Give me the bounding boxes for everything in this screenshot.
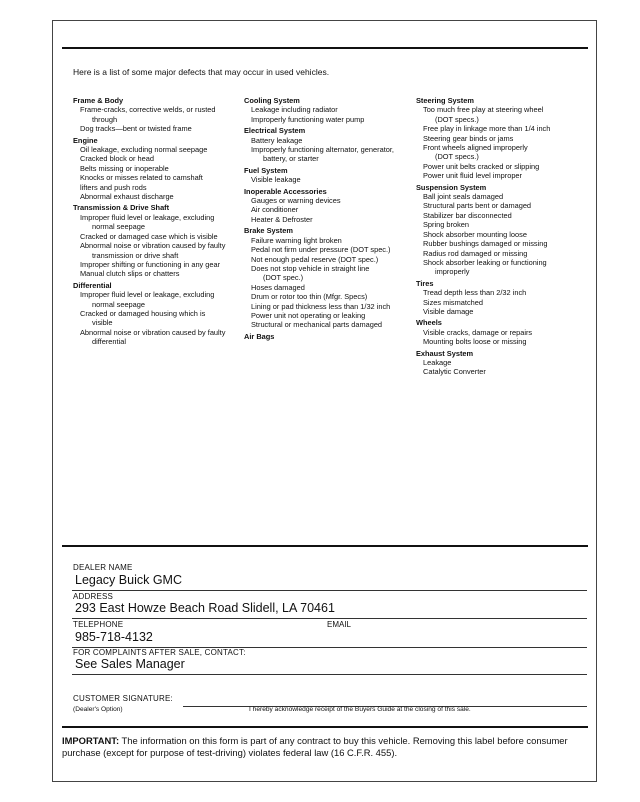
complaints-label: FOR COMPLAINTS AFTER SALE, CONTACT: <box>73 648 246 657</box>
defect-item: Abnormal exhaust discharge <box>80 192 174 202</box>
defect-category: Electrical System <box>244 126 306 136</box>
defect-item: Visible damage <box>423 306 474 316</box>
defect-item: Gauges or warning devices <box>251 196 341 206</box>
defects-column-1 <box>73 96 238 347</box>
defects-column-3 <box>416 96 586 377</box>
defect-item: Free play in linkage more than 1/4 inch <box>423 124 551 134</box>
defect-item: Ball joint seals damaged <box>423 192 504 202</box>
defect-item: Failure warning light broken <box>251 235 342 245</box>
defect-category: Tires <box>416 278 434 288</box>
defect-item: Does not stop vehicle in straight line <box>251 263 370 273</box>
defect-item: Shock absorber leaking or functioning <box>423 257 547 267</box>
defect-item: Dog tracks—bent or twisted frame <box>80 124 192 134</box>
defect-item: Not enough pedal reserve (DOT spec.) <box>251 254 379 264</box>
defect-item: Air conditioner <box>251 205 299 215</box>
defect-category: Differential <box>73 280 112 290</box>
complaints-value[interactable]: See Sales Manager <box>75 657 185 671</box>
top-rule <box>62 47 588 49</box>
defect-category: Brake System <box>244 226 293 236</box>
defect-item: Abnormal noise or vibration caused by faulty <box>80 327 226 337</box>
defect-item: Steering gear binds or jams <box>423 133 514 143</box>
defect-item: Pedal not firm under pressure (DOT spec.) <box>251 245 391 255</box>
defect-item: Improperly functioning alternator, generator, <box>251 145 394 155</box>
defect-category: Cooling System <box>244 96 300 105</box>
defect-item: differential <box>92 337 126 347</box>
defects-column-2 <box>244 96 414 341</box>
acknowledge-text: I hereby acknowledge receipt of the Buyers Guide at the closing of this sale. <box>249 706 471 713</box>
important-text: The information on this form is part of any contract to buy this vehicle. Removing this label before consumer purchase (except for purpose of test-driving) violates federal law (16 C.F.R. 455). <box>62 735 568 758</box>
defect-item: (DOT specs.) <box>435 114 479 124</box>
telephone-value[interactable]: 985-718-4132 <box>75 630 153 644</box>
defect-item: Abnormal noise or vibration caused by faulty <box>80 241 226 251</box>
address-value[interactable]: 293 East Howze Beach Road Slidell, LA 70461 <box>75 601 335 615</box>
defect-item: Structural parts bent or damaged <box>423 201 532 211</box>
defect-item: Rubber bushings damaged or missing <box>423 239 548 249</box>
defect-item: Cracked or damaged case which is visible <box>80 231 218 241</box>
defect-item: through <box>92 114 118 124</box>
intro-text: Here is a list of some major defects that may occur in used vehicles. <box>73 67 330 77</box>
defect-item: Belts missing or inoperable <box>80 163 169 173</box>
defect-item: Improperly functioning water pump <box>251 114 365 124</box>
defect-item: Shock absorber mounting loose <box>423 229 527 239</box>
defect-item: Lining or pad thickness less than 1/32 inch <box>251 301 391 311</box>
dealers-option-text: (Dealer's Option) <box>73 706 123 713</box>
defect-category: Engine <box>73 135 98 145</box>
defect-item: Power unit belts cracked or slipping <box>423 161 540 171</box>
defect-item: Manual clutch slips or chatters <box>80 269 180 279</box>
telephone-label: TELEPHONE <box>73 620 124 629</box>
defect-item: Battery leakage <box>251 135 303 145</box>
defect-item: Improper shifting or functioning in any gear <box>80 259 221 269</box>
defect-item: Improper fluid level or leakage, excluding <box>80 290 215 300</box>
dealer-section-rule <box>62 545 588 547</box>
defect-item: battery, or starter <box>263 154 319 164</box>
defect-item: Drum or rotor too thin (Mfgr. Specs) <box>251 292 368 302</box>
defect-item: Catalytic Converter <box>423 367 486 377</box>
defect-item: Spring broken <box>423 220 470 230</box>
email-label: EMAIL <box>327 620 352 629</box>
customer-signature-label: CUSTOMER SIGNATURE: <box>73 694 173 703</box>
defect-item: Oil leakage, excluding normal seepage <box>80 145 208 155</box>
defect-item: Power unit fluid level improper <box>423 171 522 181</box>
defect-item: transmission or drive shaft <box>92 250 179 260</box>
defect-item: Cracked or damaged housing which is <box>80 308 206 318</box>
defect-category: Air Bags <box>244 331 275 341</box>
defect-category: Fuel System <box>244 165 288 175</box>
defect-item: Tread depth less than 2/32 inch <box>423 288 527 298</box>
important-notice <box>62 735 592 759</box>
important-lead: IMPORTANT: <box>62 735 120 746</box>
defect-category: Exhaust System <box>416 348 474 358</box>
defect-item: Sizes mismatched <box>423 297 483 307</box>
defect-item: Power unit not operating or leaking <box>251 310 366 320</box>
defect-item: Leakage <box>423 357 452 367</box>
important-rule <box>62 726 588 728</box>
defect-item: Improper fluid level or leakage, excluding <box>80 212 215 222</box>
dealer-name-label: DEALER NAME <box>73 563 133 572</box>
defect-item: normal seepage <box>92 299 146 309</box>
defect-item: Frame-cracks, corrective welds, or rusted <box>80 105 216 115</box>
defect-category: Transmission & Drive Shaft <box>73 203 170 213</box>
defect-item: Visible leakage <box>251 175 301 185</box>
defect-item: Cracked block or head <box>80 154 154 164</box>
defect-item: improperly <box>435 267 470 277</box>
defect-item: Structural or mechanical parts damaged <box>251 320 383 330</box>
defect-item: Mounting bolts loose or missing <box>423 337 527 347</box>
address-line <box>72 618 587 619</box>
defect-item: Heater & Defroster <box>251 214 313 224</box>
defect-category: Suspension System <box>416 182 487 192</box>
defect-item: Too much free play at steering wheel <box>423 105 544 115</box>
address-label: ADDRESS <box>73 592 114 601</box>
defect-item: Knocks or misses related to camshaft <box>80 173 203 183</box>
defect-item: Stabilizer bar disconnected <box>423 210 512 220</box>
defect-item: Hoses damaged <box>251 282 305 292</box>
defect-item: (DOT specs.) <box>435 152 479 162</box>
dealer-name-line <box>72 590 587 591</box>
defect-item: visible <box>92 318 113 328</box>
defect-category: Wheels <box>416 318 442 328</box>
complaints-line <box>72 674 587 675</box>
defect-item: lifters and push rods <box>80 182 147 192</box>
defect-category: Inoperable Accessories <box>244 186 327 196</box>
defect-item: Front wheels aligned improperly <box>423 143 528 153</box>
defect-category: Frame & Body <box>73 96 124 105</box>
defect-item: normal seepage <box>92 222 146 232</box>
defect-item: Radius rod damaged or missing <box>423 248 528 258</box>
defect-item: (DOT spec.) <box>263 273 304 283</box>
defect-item: Visible cracks, damage or repairs <box>423 327 533 337</box>
defect-item: Leakage including radiator <box>251 105 338 115</box>
defect-category: Steering System <box>416 96 474 105</box>
dealer-name-value[interactable]: Legacy Buick GMC <box>75 573 182 587</box>
